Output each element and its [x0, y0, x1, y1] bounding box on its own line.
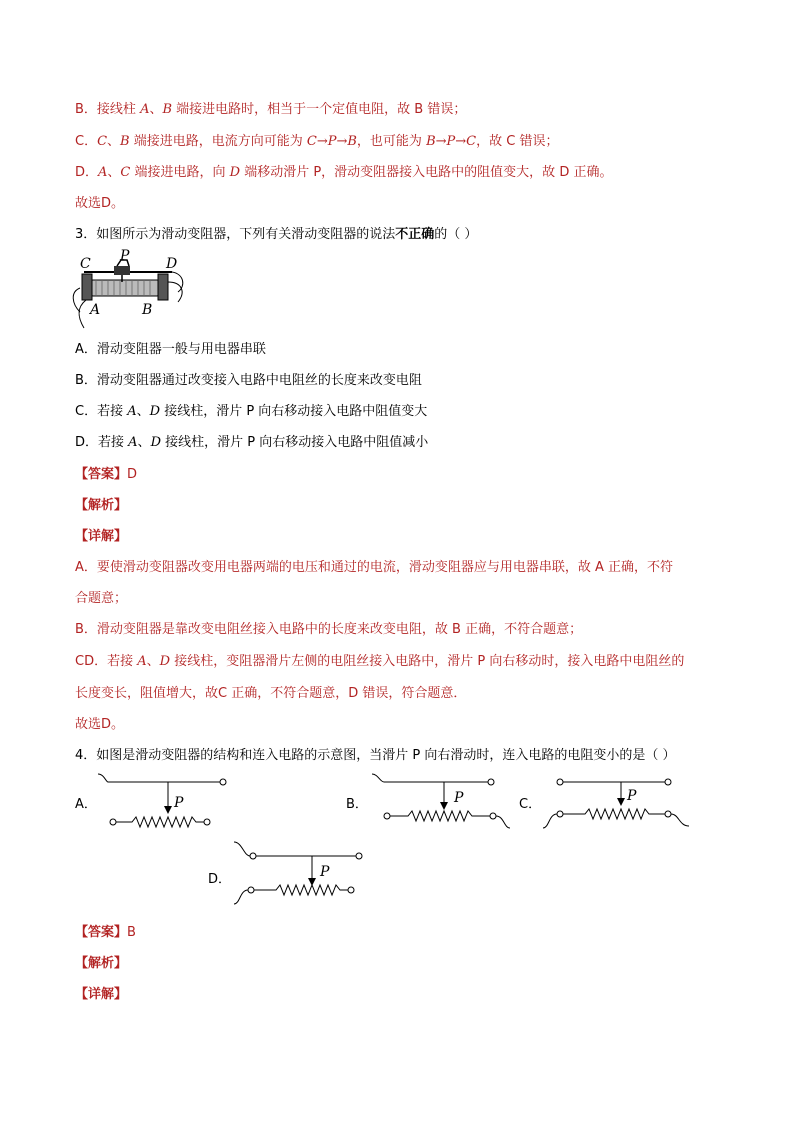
q3-detail-a2: 合题意；	[75, 591, 128, 606]
q3-detail-cd2: 长度变长，阻值增大，故C 正确，不符合题意，D 错误，符合题意．	[75, 686, 467, 701]
q4-option-a-label: A．	[75, 797, 97, 812]
q3-detail-a1: A．要使滑动变阻器改变用电器两端的电压和通过的电流，滑动变阻器应与用电器串联，故 A 正确，不符	[75, 560, 674, 575]
q4-option-d-diagram	[232, 840, 372, 910]
q4-option-a-diagram	[96, 772, 236, 834]
label-p: P	[120, 248, 130, 264]
q4-option-c-label: C．	[519, 797, 542, 812]
label-c: C	[80, 256, 91, 272]
q3-option-a: A．滑动变阻器一般与用电器串联	[75, 342, 266, 357]
label-a: A	[90, 302, 101, 318]
q4-stem: 4．如图是滑动变阻器的结构和连入电路的示意图，当滑片 P 向右滑动时，连入电路的电阻变小的是（ ）	[75, 748, 676, 763]
svg-text:P: P	[320, 864, 330, 880]
q4-answer: 【答案】B	[75, 925, 136, 940]
q4-analysis-tag: 【解析】	[75, 956, 128, 971]
prev-conclusion: 故选D。	[75, 196, 125, 211]
q4-detail-tag: 【详解】	[75, 987, 128, 1002]
prev-option-c: C．C、B 端接进电路，电流方向可能为 C→P→B，也可能为 B→P→C，故 C 错误；	[75, 134, 559, 149]
q3-detail-tag: 【详解】	[75, 529, 128, 544]
q3-detail-b: B．滑动变阻器是靠改变电阻丝接入电路中的长度来改变电阻，故 B 正确，不符合题意；	[75, 622, 583, 637]
rheostat-figure	[74, 248, 194, 330]
q3-analysis-tag: 【解析】	[75, 498, 128, 513]
label-b: B	[142, 302, 153, 318]
resistance-coil	[90, 280, 160, 296]
label-d: D	[166, 256, 178, 272]
q3-stem: 3．如图所示为滑动变阻器，下列有关滑动变阻器的说法不正确的（ ）	[75, 227, 478, 242]
q4-option-c-diagram	[541, 772, 691, 834]
prev-option-d: D．A、C 端接进电路，向 D 端移动滑片 P，滑动变阻器接入电路中的阻值变大，故 D 正确。	[75, 165, 613, 180]
svg-text:P: P	[627, 788, 637, 804]
q4-option-b-diagram	[370, 772, 515, 834]
q3-conclusion: 故选D。	[75, 717, 125, 732]
q3-answer: 【答案】D	[75, 467, 138, 482]
slider-p-label: P	[174, 795, 184, 811]
q3-detail-cd: CD．若接 A、D 接线柱，变阻器滑片左侧的电阻丝接入电路中，滑片 P 向右移动时，接入电路中电阻丝的	[75, 654, 685, 669]
q3-option-d: D．若接 A、D 接线柱，滑片 P 向右移动接入电路中阻值减小	[75, 435, 429, 450]
slider-block	[114, 266, 130, 275]
q4-option-b-label: B．	[346, 797, 368, 812]
q3-option-b: B．滑动变阻器通过改变接入电路中电阻丝的长度来改变电阻	[75, 373, 422, 388]
q4-option-d-label: D．	[208, 872, 232, 887]
prev-option-b: B．接线柱 A、B 端接进电路时，相当于一个定值电阻，故 B 错误；	[75, 102, 467, 117]
q3-option-c: C．若接 A、D 接线柱，滑片 P 向右移动接入电路中阻值变大	[75, 404, 428, 419]
svg-text:P: P	[454, 790, 464, 806]
